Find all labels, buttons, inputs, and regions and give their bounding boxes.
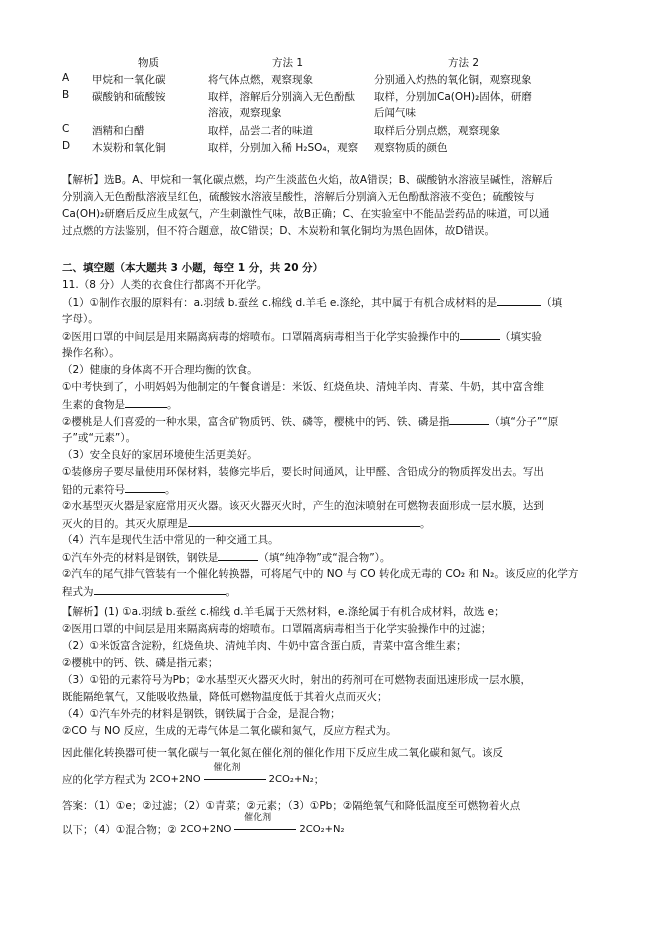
row-method1: 取样，溶解后分别滴入无色酚酞 [208,91,355,103]
question-text: ①汽车外壳的材料是钢铁，钢铁是 [62,552,219,564]
question-text: 程式为 [62,586,94,598]
equation-right: 2CO₂+N₂ [299,824,345,835]
section-title: 二、填空题（本大题共 3 小题，每空 1 分，共 20 分） [62,262,324,274]
question-text: （1）①制作衣服的原料有：a.羽绒 b.蚕丝 c.棉线 d.羊毛 e.涤纶，其中属于有机合成材料的是 [62,297,498,309]
analysis-line: （3）①铅的元素符号为Pb；②水基型灭火器灭火时，射出的药剂可在可燃物表面迅速形成一层水膜， [62,674,532,686]
row-label: A [62,72,70,84]
question-text: 。 [165,484,176,496]
analysis-line: ②CO 与 NO 反应，生成的无毒气体是二氧化碳和氮气，反应方程式为。 [62,725,397,737]
analysis-line: （4）①汽车外壳的材料是钢铁，钢铁属于合金，是混合物； [62,708,341,720]
question-line: 操作名称）。 [62,347,120,359]
table-header-method2: 方法 2 [448,57,480,69]
question-line: （3）安全良好的家居环境使生活更美好。 [62,449,258,461]
analysis-line: 既能隔绝氧气，又能吸收热量，降低可燃物温度低于其着火点而灭火； [62,691,388,703]
row-method2: 观察物质的颜色 [374,142,448,154]
analysis-line: ②樱桃中的钙、铁、磷是指元素； [62,657,219,669]
question-line [62,515,431,532]
row-method1: 取样，品尝二者的味道 [208,125,313,137]
equation-catalyst: 催化剂 [213,763,241,773]
table-header-substance: 物质 [138,57,159,69]
question-text: （填 [541,297,563,309]
row-method1: 取样，分别加入稀 H₂SO₄，观察 [208,142,359,154]
question-text: （填“分子”“原 [489,416,559,428]
answer-blank [94,583,226,595]
answer-blank [497,294,541,306]
row-label: B [62,89,70,101]
row-method2: 取样，分别加Ca(OH)₂固体，研磨 [374,91,532,103]
question-text: 。 [225,586,236,598]
equation-left: 2CO+2NO [149,774,201,785]
question-text: 灭火的目的。其灭火原理是 [62,518,188,530]
analysis-line: ②医用口罩的中间层是用来隔离病毒的熔喷布。口罩隔离病毒相当于化学实验操作中的过滤； [62,623,492,635]
question-text: 铅的元素符号 [62,484,125,496]
answer-blank [460,328,500,340]
question-line [62,583,236,600]
row-label: C [62,123,70,135]
answer-blank [125,481,165,493]
row-method1: 将气体点燃，观察现象 [208,74,313,86]
row-method1-cont: 溶液，观察现象 [208,107,282,119]
analysis-line: 因此催化转换器可使一氧化碳与一氧化氮在催化剂的催化作用下反应生成二氧化碳和氮气。该反 [62,747,503,759]
row-substance: 木炭粉和氧化铜 [92,142,166,154]
chemical-equation [180,813,345,838]
question-line [62,481,176,498]
analysis-line: Ca(OH)₂研磨后反应生成氨气，产生刺激性气味，故B正确；C、在实验室中不能品尝药品的味道，可以通 [62,208,550,220]
question-line: 字母）。 [62,313,99,325]
analysis-text: 应的化学方程式为 [62,774,146,786]
equation-catalyst: 催化剂 [244,813,272,823]
analysis-line: 【解析】(1) ①a.羽绒 b.蚕丝 c.棉线 d.羊毛属于天然材料，e.涤纶属于有机合成材料，故选 e； [62,606,505,618]
equation-arrow [204,779,266,780]
question-head: 11.（8 分）人类的衣食住行都离不开化学。 [62,279,268,291]
row-method2: 取样后分别点燃，观察现象 [374,125,500,137]
analysis-line [62,763,325,788]
question-text: 生素的食物是 [62,399,125,411]
question-text: （填实验 [499,331,542,343]
equation-right: 2CO₂+N₂ [268,774,314,785]
question-line: ①装修房子要尽量使用环保材料，装修完毕后，要长时间通风，让甲醛、含铅成分的物质挥发出去。写出 [62,466,544,478]
row-substance: 酒精和白醋 [92,125,145,137]
question-line: 子”或“元素”）。 [62,432,137,444]
answer-line [62,813,345,838]
question-line: （2）健康的身体离不开合理均衡的饮食。 [62,364,258,376]
row-method2-cont: 后闻气味 [374,107,416,119]
analysis-line: 分别滴入无色酚酞溶液呈红色，硫酸铵水溶液呈酸性，溶解后分别滴入无色酚酞溶液不变色；硫酸铵与 [62,191,535,203]
chemical-equation [149,763,314,788]
analysis-text: ； [313,774,325,786]
row-method2: 分别通入灼热的氧化铜，观察现象 [374,74,532,86]
question-line [62,549,390,566]
question-line: ①中考快到了，小明妈妈为他制定的午餐食谱是：米饭、红烧鱼块、清炖羊肉、青菜、牛奶，其中富含维 [62,381,544,393]
analysis-line: 过点燃的方法鉴别，但不符合题意，故C错误；D、木炭粉和氧化铜均为黑色固体，故D错误。 [62,225,496,237]
analysis-line: 【解析】选B。A、甲烷和一氧化碳点燃，均产生淡蓝色火焰，故A错误；B、碳酸钠水溶液呈碱性，溶解后 [62,174,553,186]
question-line: ②汽车的尾气排气管装有一个催化转换器，可将尾气中的 NO 与 CO 转化成无毒的 CO₂ 和 N₂。该反应的化学方 [62,568,579,580]
analysis-line: （2）①米饭富含淀粉，红烧鱼块、清炖羊肉、牛奶中富含蛋白质，青菜中富含维生素； [62,640,467,652]
answer-blank [125,396,167,408]
row-substance: 碳酸钠和硫酸铵 [92,91,166,103]
row-substance: 甲烷和一氧化碳 [92,74,166,86]
answer-blank [188,515,420,527]
row-label: D [62,140,71,152]
question-line: ②水基型灭火器是家庭常用灭火器。该灭火器灭火时，产生的泡沫喷射在可燃物表面形成一层水膜，达到 [62,500,544,512]
question-line [62,396,178,413]
equation-arrow [234,829,296,830]
answer-line: 答案：（1）①e；②过滤；（2）①青菜；②元素；（3）①Pb；②隔绝氧气和降低温度至可燃物着火点 [62,800,521,812]
question-text: ②医用口罩的中间层是用来隔离病毒的熔喷布。口罩隔离病毒相当于化学实验操作中的 [62,331,460,343]
equation-left: 2CO+2NO [180,824,232,835]
answer-text: 以下；（4）①混合物；② [62,824,177,836]
question-line [62,413,558,430]
table-header-method1: 方法 1 [272,57,304,69]
answer-blank [449,413,489,425]
question-text: 。 [167,399,178,411]
question-text: ②樱桃是人们喜爱的一种水果，富含矿物质钙、铁、磷等，樱桃中的钙、铁、磷是指 [62,416,450,428]
question-line [62,294,562,311]
answer-blank [218,549,258,561]
question-text: （填“纯净物”或“混合物”）。 [258,552,391,564]
question-line [62,328,542,345]
question-text: 。 [420,518,431,530]
question-line: （4）汽车是现代生活中常见的一种交通工具。 [62,534,279,546]
